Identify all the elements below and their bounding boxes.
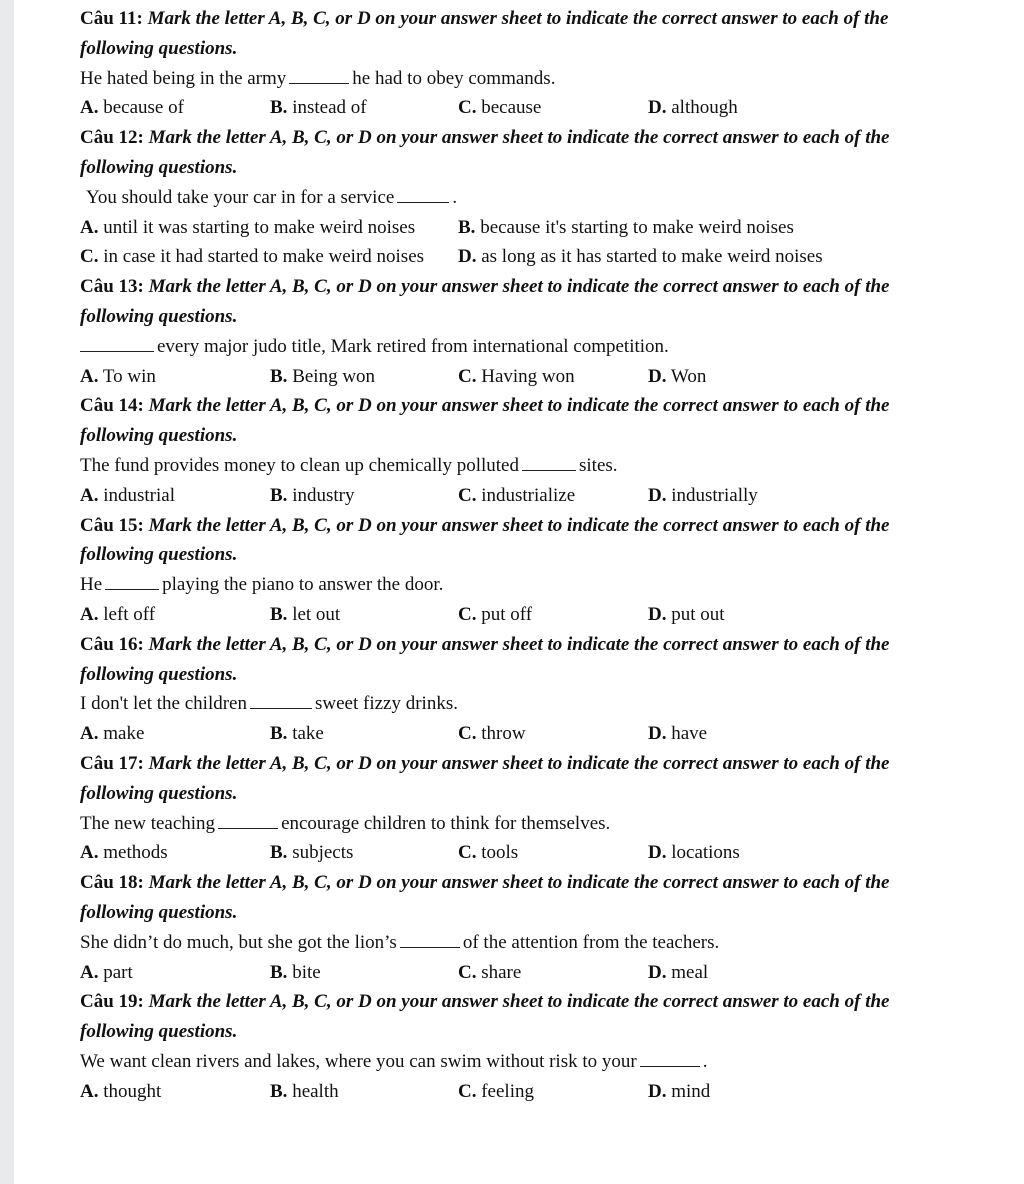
option-a[interactable] <box>80 719 144 749</box>
option-text: throw <box>481 723 526 745</box>
option-text: Having won <box>481 365 575 387</box>
option-d[interactable] <box>648 600 725 630</box>
option-d[interactable] <box>648 838 740 868</box>
option-letter: D. <box>648 842 667 864</box>
question-instruction: Mark the letter A, B, C, or D on your answer sheet to indicate the correct answer to each of the <box>148 514 890 536</box>
option-text: because <box>481 97 542 119</box>
option-c[interactable] <box>458 719 526 749</box>
answer-blank <box>80 333 154 352</box>
option-letter: A. <box>80 723 99 745</box>
question-instruction: Mark the letter A, B, C, or D on your answer sheet to indicate the correct answer to each of the <box>148 127 890 149</box>
option-text: feeling <box>481 1080 534 1102</box>
option-letter: B. <box>270 842 288 864</box>
question-block <box>80 749 970 868</box>
option-letter: D. <box>648 1080 667 1102</box>
option-letter: D. <box>648 723 667 745</box>
option-text: in case it had started to make weird noises <box>103 246 425 268</box>
stem-text-before: The new teaching <box>80 812 216 834</box>
option-text: take <box>292 723 324 745</box>
option-d[interactable] <box>648 93 738 123</box>
option-d[interactable] <box>458 242 823 272</box>
option-text: health <box>292 1080 339 1102</box>
stem-text-after: . <box>702 1050 708 1072</box>
question-label: Câu 13: <box>80 276 144 298</box>
question-instruction-continued: following questions. <box>80 901 238 923</box>
question-label: Câu 19: <box>80 991 144 1013</box>
question-label: Câu 11: <box>80 8 143 29</box>
question-block <box>80 4 970 123</box>
option-b[interactable] <box>270 958 321 988</box>
question-heading <box>80 391 970 421</box>
option-b[interactable] <box>270 1077 339 1107</box>
option-letter: D. <box>648 97 667 119</box>
question-instruction-continued: following questions. <box>80 305 238 327</box>
question-block <box>80 391 970 510</box>
question-stem <box>80 183 970 213</box>
question-instruction: Mark the letter A, B, C, or D on your answer sheet to indicate the correct answer to each of the <box>148 872 890 894</box>
answer-blank <box>105 571 159 590</box>
question-instruction-continued: following questions. <box>80 1021 238 1043</box>
option-letter: D. <box>648 603 667 625</box>
question-block <box>80 123 970 272</box>
option-text: let out <box>292 603 341 625</box>
option-letter: C. <box>458 603 477 625</box>
options-row <box>80 958 970 988</box>
option-b[interactable] <box>270 600 340 630</box>
question-label: Câu 12: <box>80 127 144 149</box>
option-text: part <box>103 961 133 983</box>
options-row <box>80 600 970 630</box>
option-letter: C. <box>458 961 477 983</box>
option-a[interactable] <box>80 600 155 630</box>
stem-text-before: He hated being in the army <box>80 67 287 89</box>
question-heading <box>80 123 970 153</box>
question-block <box>80 868 970 987</box>
question-block <box>80 272 970 391</box>
option-d[interactable] <box>648 1077 710 1107</box>
question-heading <box>80 4 970 34</box>
option-text: share <box>481 961 522 983</box>
option-b[interactable] <box>458 213 794 243</box>
question-stem <box>80 1047 970 1077</box>
options-row <box>80 838 970 868</box>
option-c[interactable] <box>458 958 521 988</box>
option-d[interactable] <box>648 362 706 392</box>
stem-text-before: He <box>80 574 103 596</box>
answer-blank <box>522 452 576 471</box>
option-a[interactable] <box>80 213 415 243</box>
option-text: because it's starting to make weird noises <box>480 216 794 238</box>
option-text: mind <box>671 1080 711 1102</box>
question-stem <box>80 451 970 481</box>
option-letter: B. <box>270 961 288 983</box>
option-d[interactable] <box>648 719 707 749</box>
option-text: methods <box>103 842 168 864</box>
stem-text-after: encourage children to think for themselves. <box>281 812 611 834</box>
question-instruction-continued: following questions. <box>80 425 238 447</box>
question-label: Câu 16: <box>80 633 144 655</box>
option-c[interactable] <box>458 93 541 123</box>
question-instruction: Mark the letter A, B, C, or D on your answer sheet to indicate the correct answer to each of the <box>148 276 890 298</box>
option-b[interactable] <box>270 362 375 392</box>
question-heading <box>80 272 970 302</box>
question-label: Câu 15: <box>80 514 144 536</box>
question-instruction-continued: following questions. <box>80 782 238 804</box>
option-text: left off <box>103 603 156 625</box>
option-letter: C. <box>458 1080 477 1102</box>
option-letter: A. <box>80 365 99 387</box>
option-letter: B. <box>270 484 288 506</box>
option-letter: B. <box>270 603 288 625</box>
option-letter: A. <box>80 961 99 983</box>
option-text: as long as it has started to make weird noises <box>481 246 823 268</box>
question-heading <box>80 749 970 779</box>
options-row <box>80 213 970 243</box>
question-heading <box>80 511 970 541</box>
option-letter: A. <box>80 1080 99 1102</box>
stem-text-after: he had to obey commands. <box>352 67 556 89</box>
option-letter: C. <box>458 723 477 745</box>
stem-text-after: playing the piano to answer the door. <box>162 574 444 596</box>
option-letter: C. <box>458 842 477 864</box>
option-text: because of <box>103 97 184 119</box>
option-a[interactable] <box>80 481 175 511</box>
stem-text-after: sites. <box>579 454 618 476</box>
option-text: although <box>671 97 738 119</box>
option-letter: C. <box>458 365 477 387</box>
option-letter: A. <box>80 603 99 625</box>
question-list <box>80 4 970 1106</box>
question-block <box>80 511 970 630</box>
answer-blank <box>397 184 449 203</box>
option-d[interactable] <box>648 481 758 511</box>
option-a[interactable] <box>80 838 168 868</box>
option-a[interactable] <box>80 958 133 988</box>
question-instruction: Mark the letter A, B, C, or D on your answer sheet to indicate the correct answer to each of the <box>148 395 890 417</box>
option-b[interactable] <box>270 719 324 749</box>
option-letter: C. <box>80 246 99 268</box>
question-label: Câu 18: <box>80 872 144 894</box>
question-block <box>80 630 970 749</box>
option-text: tools <box>481 842 519 864</box>
options-row <box>80 481 970 511</box>
option-text: instead of <box>292 97 367 119</box>
option-letter: D. <box>648 961 667 983</box>
option-c[interactable] <box>458 481 575 511</box>
options-row <box>80 719 970 749</box>
option-a[interactable] <box>80 93 184 123</box>
question-heading <box>80 630 970 660</box>
option-text: meal <box>671 961 709 983</box>
options-row <box>80 93 970 123</box>
option-letter: A. <box>80 216 99 238</box>
stem-text-before: We want clean rivers and lakes, where you can swim without risk to your <box>80 1050 637 1072</box>
stem-text-before: You should take your car in for a service <box>86 186 395 208</box>
question-instruction: Mark the letter A, B, C, or D on your answer sheet to indicate the correct answer to each of the <box>148 752 890 774</box>
question-label: Câu 17: <box>80 752 144 774</box>
option-c[interactable] <box>458 600 532 630</box>
option-letter: A. <box>80 842 99 864</box>
question-heading <box>80 987 970 1017</box>
stem-text-after: of the attention from the teachers. <box>462 931 720 953</box>
question-heading <box>80 868 970 898</box>
option-letter: A. <box>80 484 99 506</box>
option-text: put out <box>671 603 725 625</box>
stem-text-before: She didn’t do much, but she got the lion’s <box>80 931 397 953</box>
option-c[interactable] <box>458 362 575 392</box>
option-text: Won <box>670 365 707 387</box>
option-c[interactable] <box>458 1077 534 1107</box>
option-letter: D. <box>458 246 477 268</box>
option-letter: C. <box>458 484 477 506</box>
option-b[interactable] <box>270 93 367 123</box>
option-text: locations <box>671 842 740 864</box>
option-b[interactable] <box>270 838 353 868</box>
question-label: Câu 14: <box>80 395 144 417</box>
question-instruction-continued: following questions. <box>80 544 238 566</box>
option-text: subjects <box>292 842 354 864</box>
option-text: industrial <box>103 484 176 506</box>
stem-text-after: every major judo title, Mark retired from international competition. <box>157 335 669 357</box>
answer-blank <box>400 929 460 948</box>
answer-blank <box>640 1048 700 1067</box>
option-letter: D. <box>648 484 667 506</box>
option-letter: B. <box>270 723 288 745</box>
option-text: until it was starting to make weird noises <box>103 216 416 238</box>
option-text: industrialize <box>481 484 576 506</box>
question-instruction: Mark the letter A, B, C, or D on your answer sheet to indicate the correct answer to each of the <box>147 8 889 29</box>
question-block <box>80 987 970 1106</box>
question-stem <box>80 570 970 600</box>
answer-blank <box>289 65 349 84</box>
option-text: thought <box>103 1080 162 1102</box>
option-b[interactable] <box>270 481 354 511</box>
question-instruction-continued: following questions. <box>80 663 238 685</box>
option-text: have <box>671 723 708 745</box>
question-stem <box>80 332 970 362</box>
stem-text-before: The fund provides money to clean up chemically polluted <box>80 454 519 476</box>
answer-blank <box>218 810 278 829</box>
option-a[interactable] <box>80 1077 161 1107</box>
question-stem <box>80 64 970 94</box>
option-letter: A. <box>80 97 99 119</box>
options-row <box>80 1077 970 1107</box>
option-c[interactable] <box>80 242 424 272</box>
options-row <box>80 242 970 272</box>
question-instruction-continued: following questions. <box>80 37 238 59</box>
option-text: industry <box>292 484 355 506</box>
option-text: put off <box>481 603 533 625</box>
option-text: bite <box>292 961 321 983</box>
option-letter: C. <box>458 97 477 119</box>
option-letter: B. <box>270 1080 288 1102</box>
option-d[interactable] <box>648 958 708 988</box>
question-stem <box>80 689 970 719</box>
question-stem <box>80 809 970 839</box>
stem-text-after: sweet fizzy drinks. <box>314 693 458 715</box>
option-text: To win <box>102 365 156 387</box>
option-text: industrially <box>671 484 758 506</box>
option-text: make <box>103 723 145 745</box>
option-letter: B. <box>270 365 288 387</box>
answer-blank <box>250 690 312 709</box>
options-row <box>80 362 970 392</box>
option-text: Being won <box>292 365 376 387</box>
option-c[interactable] <box>458 838 518 868</box>
stem-text-before: I don't let the children <box>80 693 247 715</box>
question-instruction: Mark the letter A, B, C, or D on your answer sheet to indicate the correct answer to each of the <box>148 991 890 1013</box>
question-stem <box>80 928 970 958</box>
question-instruction: Mark the letter A, B, C, or D on your answer sheet to indicate the correct answer to each of the <box>148 633 890 655</box>
option-letter: D. <box>648 365 667 387</box>
option-a[interactable] <box>80 362 156 392</box>
document-page <box>14 0 1024 1184</box>
stem-text-after: . <box>452 186 458 208</box>
option-letter: B. <box>270 97 288 119</box>
question-instruction-continued: following questions. <box>80 156 238 178</box>
option-letter: B. <box>458 216 476 238</box>
